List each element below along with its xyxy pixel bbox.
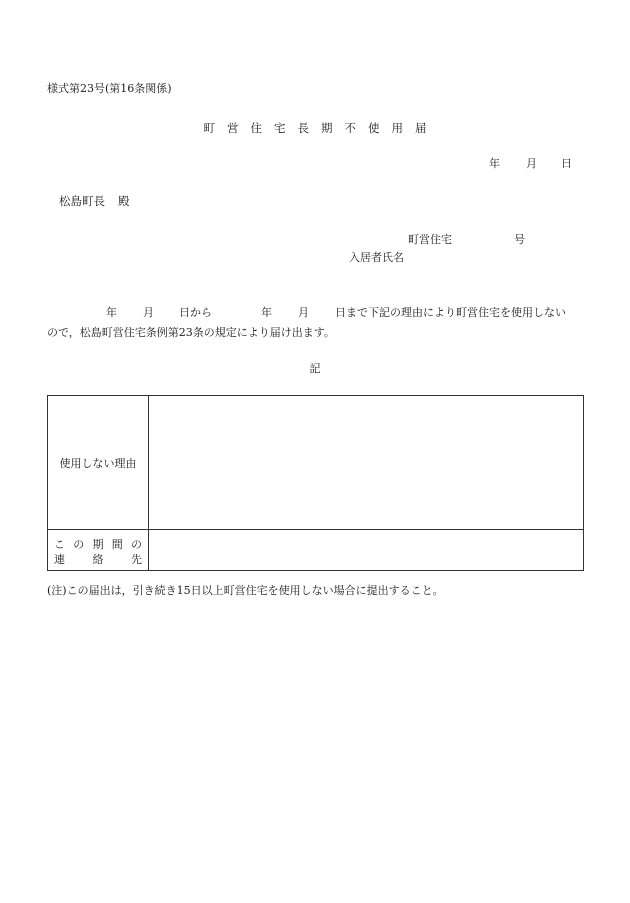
title-char: 使 [368, 121, 380, 135]
reason-table [47, 395, 584, 571]
title-char: 町 [203, 121, 215, 135]
contact-label-char: 期 [92, 538, 104, 551]
to-day-label: 日まで下記の理由により町営住宅を使用しない [335, 306, 566, 319]
housing-number-unit: 号 [514, 233, 525, 246]
form-number: 様式第23号(第16条関係) [47, 82, 172, 95]
from-year-label: 年 [106, 306, 117, 319]
reason-field[interactable] [149, 396, 583, 529]
title-char: 営 [227, 121, 239, 135]
title-char: 宅 [274, 121, 286, 135]
title-char: 長 [297, 121, 309, 135]
title-char: 用 [391, 121, 403, 135]
date-day-label: 日 [561, 157, 572, 170]
title-char: 住 [250, 121, 262, 135]
recipient-name: 松島町長 [59, 194, 105, 208]
contact-label-char: 間 [111, 538, 123, 551]
contact-label-char: の [73, 538, 85, 551]
contact-label-char: 先 [131, 553, 142, 566]
title-char: 届 [415, 121, 427, 135]
title-char: 不 [344, 121, 356, 135]
contact-label-char: 絡 [92, 553, 104, 566]
tenant-name-label: 入居者氏名 [349, 251, 404, 264]
contact-field[interactable] [149, 530, 583, 570]
from-month-label: 月 [143, 306, 154, 319]
to-month-label: 月 [298, 306, 309, 319]
date-month-label: 月 [526, 157, 537, 170]
contact-label-line2 [54, 551, 142, 567]
housing-label: 町営住宅 [408, 233, 452, 246]
date-year-label: 年 [489, 157, 500, 170]
body-text-line2: ので，松島町営住宅条例第23条の規定により届け出ます。 [47, 326, 335, 339]
contact-label-char: こ [54, 538, 65, 551]
footnote: (注)この届出は，引き続き15日以上町営住宅を使用しない場合に提出すること。 [47, 584, 444, 597]
reason-label: 使用しない理由 [59, 457, 137, 470]
title-char: 期 [321, 121, 333, 135]
recipient-honorific: 殿 [118, 194, 130, 208]
contact-label-line1 [54, 536, 142, 552]
document-title [0, 120, 630, 136]
to-year-label: 年 [261, 306, 272, 319]
ki-heading: 記 [309, 362, 321, 375]
contact-label-char: 連 [54, 553, 65, 566]
from-day-label: 日から [179, 306, 212, 319]
contact-label-char: の [131, 538, 142, 551]
